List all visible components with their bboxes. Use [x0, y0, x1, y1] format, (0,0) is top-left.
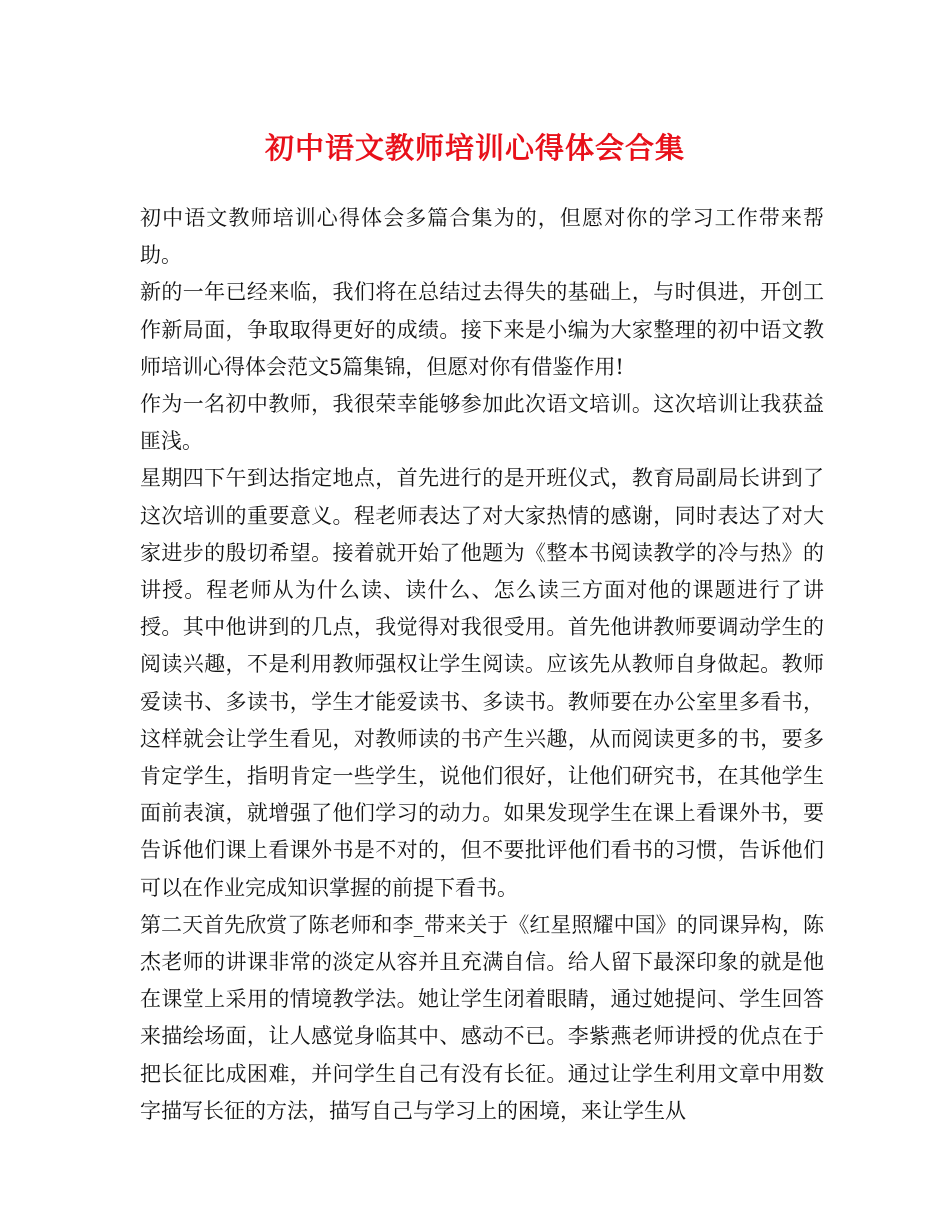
paragraph-thursday-session: 星期四下午到达指定地点，首先进行的是开班仪式，教育局副局长讲到了这次培训的重要意义。程老师表达了对大家热情的感谢，同时表达了对大家进步的殷切希望。接着就开始了他题为《整本书阅读教学的冷与热》的讲授。程老师从为什么读、读什么、怎么读三方面对他的课题进行了讲授。其中他讲到的几点，我觉得对我很受用。首先他讲教师要调动学生的阅读兴趣，不是利用教师强权让学生阅读。应该先从教师自身做起。教师爱读书、多读书，学生才能爱读书、多读书。教师要在办公室里多看书，这样就会让学生看见，对教师读的书产生兴趣，从而阅读更多的书，要多肯定学生，指明肯定一些学生，说他们很好，让他们研究书，在其他学生面前表演，就增强了他们学习的动力。如果发现学生在课上看课外书，要告诉他们课上看课外书是不对的，但不要批评他们看书的习惯，告诉他们可以在作业完成知识掌握的前提下看书。 [140, 466, 824, 900]
document-title: 初中语文教师培训心得体会合集 [264, 131, 685, 165]
paragraph-intro: 初中语文教师培训心得体会多篇合集为的，但愿对你的学习工作带来帮助。 [140, 206, 824, 268]
paragraph-training-honor: 作为一名初中教师，我很荣幸能够参加此次语文培训。这次培训让我获益匪浅。 [140, 392, 824, 454]
document-body [140, 200, 824, 1130]
paragraph-new-year: 新的一年已经来临，我们将在总结过去得失的基础上，与时俱进，开创工作新局面，争取取得更好的成绩。接下来是小编为大家整理的初中语文教师培训心得体会范文5篇集锦，但愿对你有借鉴作用! [140, 280, 824, 379]
paragraph-second-day: 第二天首先欣赏了陈老师和李_带来关于《红星照耀中国》的同课异构，陈杰老师的讲课非常的淡定从容并且充满自信。给人留下最深印象的就是他在课堂上采用的情境教学法。她让学生闭着眼睛，通过她提问、学生回答来描绘场面，让人感觉身临其中、感动不已。李紫燕老师讲授的优点在于把长征比成困难，并问学生自己有没有长征。通过让学生利用文章中用数字描写长征的方法，描写自己与学习上的困境，来让学生从 [140, 912, 824, 1123]
